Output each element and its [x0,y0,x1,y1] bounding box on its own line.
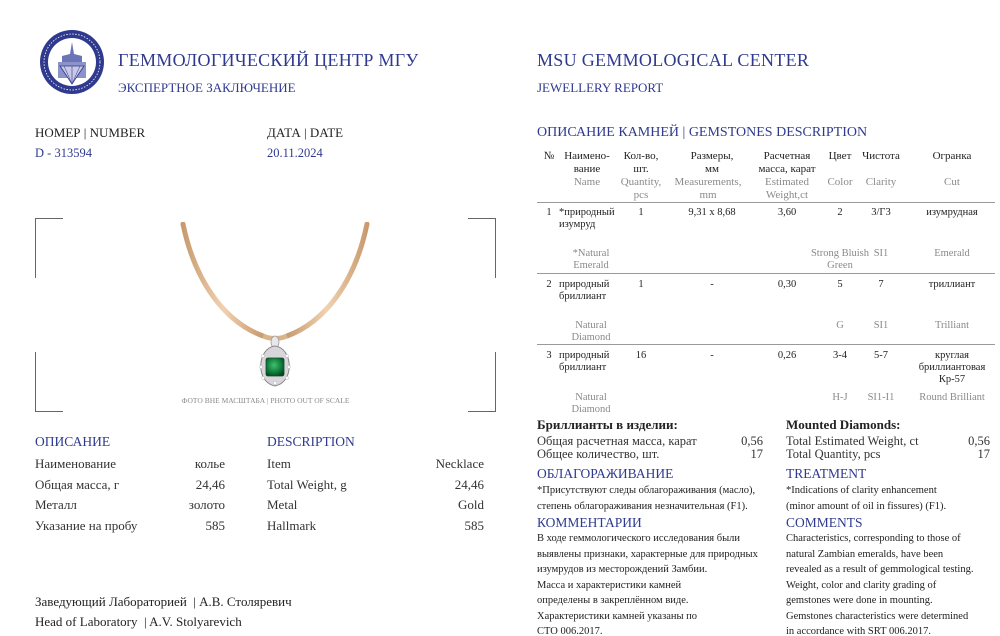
table-divider [537,202,995,203]
col-header-cut: Огранка [932,150,972,162]
col-header-name-en: Name [573,176,601,188]
table-cell: - [710,279,714,290]
header-en-subtitle: JEWELLERY REPORT [537,80,664,95]
table-cell: Trilliant [934,320,970,331]
table-cell: 1 [546,207,552,218]
frame-corner-tl [35,218,63,246]
mounted-ru-title: Бриллианты в изделии: [537,417,678,432]
table-cell: Emerald [934,248,970,259]
signature-ru: Заведующий Лабораторией | А.В. Столяревич [35,594,292,609]
table-cell: изумрудная [926,207,978,218]
mounted-en-title: Mounted Diamonds: [786,417,901,432]
number-label: НОМЕР | NUMBER [35,125,146,140]
col-header-qty-en: Quantity, pcs [620,176,662,201]
col-header-no: № [543,150,555,162]
frame-corner-tr [468,218,496,246]
necklace-photo [175,222,375,399]
signature-en: Head of Laboratory | A.V. Stolyarevich [35,614,242,629]
treatment-en-title: TREATMENT [786,466,867,481]
table-cell: 9,31 x 8,68 [688,207,736,218]
col-header-qty: Кол-во, шт. [623,150,659,175]
table-cell: 3/Г3 [871,207,891,218]
col-header-size: Размеры, мм [690,150,734,175]
table-cell: Round Brilliant [919,392,985,403]
header-ru-title: ГЕММОЛОГИЧЕСКИЙ ЦЕНТР МГУ [118,50,419,70]
number-value: D - 313594 [35,146,92,160]
col-header-clarity-en: Clarity [865,176,897,188]
description-en-title: DESCRIPTION [267,434,355,449]
table-cell: 0,26 [777,350,797,361]
table-cell: 3-4 [833,350,847,361]
table-cell: H-J [832,392,848,403]
comments-ru-text: В ходе геммологического исследования были выявлены признаки, характерные для природных изумрудов из месторождений Замбии. Масса и характеристики камней определены в закреплённом виде. Характеристики камней указаны по СТО 006.2017. [537,533,758,636]
col-header-color-en: Color [827,176,853,188]
col-header-weight-en: Estimated Weight,ct [765,176,809,201]
table-cell: триллиант [928,279,976,290]
description-ru-title: ОПИСАНИЕ [35,434,111,449]
table-cell: SI1-I1 [867,392,895,403]
photo-frame [35,218,496,412]
table-divider [537,273,995,274]
comments-ru-title: КОММЕНТАРИИ [537,515,642,530]
table-cell: 3,60 [777,207,797,218]
col-header-name: Наимено- вание [564,150,610,175]
photo-caption: ФОТО ВНЕ МАСШТАБА | PHOTO OUT OF SCALE [181,396,350,405]
table-cell: SI1 [873,320,889,331]
table-cell: Natural Diamond [571,392,611,415]
table-cell: 0,30 [777,279,797,290]
table-cell: Natural Diamond [571,320,611,343]
table-cell: природный бриллиант [559,350,610,373]
table-divider [537,344,995,345]
table-cell: природный бриллиант [559,279,610,302]
table-cell: 16 [635,350,647,361]
table-cell: 1 [638,279,644,290]
treatment-ru-title: ОБЛАГОРАЖИВАНИЕ [537,466,674,481]
treatment-en-text: *Indications of clarity enhancement (minor amount of oil in fissures) (F1). [786,485,947,512]
table-cell: 5 [837,279,843,290]
col-header-weight: Расчетная масса, карат [758,150,816,175]
col-header-cut-en: Cut [944,176,960,188]
table-cell: 2 [546,279,552,290]
table-cell: *Natural Emerald [572,248,610,271]
table-cell: 3 [546,350,552,361]
table-cell: 2 [837,207,843,218]
table-cell: *природный изумруд [559,207,615,230]
col-header-color: Цвет [828,150,852,162]
table-cell: 7 [878,279,884,290]
col-header-clarity: Чистота [862,150,900,162]
header-en-title: MSU GEMMOLOGICAL CENTER [537,50,810,70]
treatment-ru-text: *Присутствуют следы облагораживания (масло), степень облагораживания незначительная (F1). [537,485,756,512]
col-header-size-en: Measurements, mm [674,176,742,201]
msu-logo-icon [38,28,106,96]
gemstones-title: ОПИСАНИЕ КАМНЕЙ | GEMSTONES DESCRIPTION [537,125,868,140]
date-value: 20.11.2024 [267,146,323,160]
table-cell: 1 [638,207,644,218]
gemstones-table [537,147,995,417]
table-cell: 5-7 [874,350,888,361]
header-ru-subtitle: ЭКСПЕРТНОЕ ЗАКЛЮЧЕНИЕ [118,80,296,95]
table-cell: круглая бриллиантовая Кр-57 [918,350,986,385]
table-cell: Strong Bluish Green [810,248,870,271]
table-cell: - [710,350,714,361]
date-label: ДАТА | DATE [267,125,344,140]
table-cell: G [836,320,844,331]
comments-en-title: COMMENTS [786,515,863,530]
table-cell: SI1 [873,248,889,259]
comments-en-text: Characteristics, corresponding to those of natural Zambian emeralds, have been revealed as a result of gemmological testing. Weight, color and clarity grading of gemstones were done in mounting. Gemstones characteristics were determined in accordance with SRT 006.2017. [786,533,974,636]
